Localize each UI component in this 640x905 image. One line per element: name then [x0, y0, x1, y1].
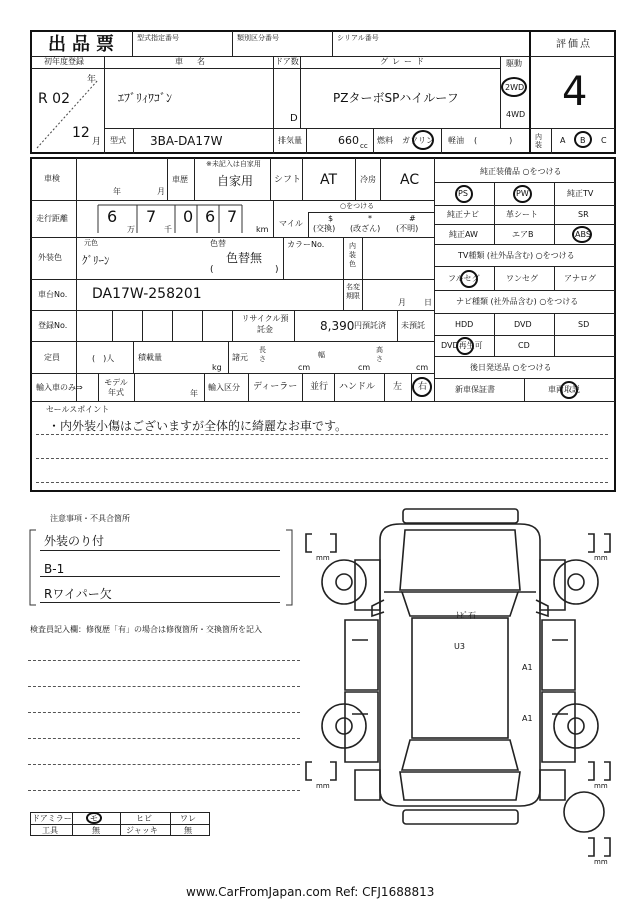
model-label: 型式	[110, 136, 126, 145]
repaint-label: 色替	[210, 239, 226, 248]
width-label: 幅	[318, 351, 325, 359]
length-unit: cm	[298, 363, 311, 372]
recycle-unpaid: 未預託	[401, 321, 425, 330]
tv-title: TV種類 (社外品含む) ○をつける	[458, 251, 575, 260]
mirror-value: モ	[90, 814, 98, 823]
repaint-paren-open: (	[210, 265, 214, 275]
navi-sd: SD	[578, 320, 590, 329]
handle-right: 右	[418, 382, 428, 392]
mm-fl: mm	[316, 554, 330, 562]
navi-hdd: HDD	[455, 320, 474, 329]
mm-rl: mm	[316, 782, 330, 790]
era-unit: 年	[87, 75, 97, 85]
tv-analog: アナログ	[564, 274, 596, 283]
media-cd: CD	[518, 341, 530, 350]
ac-value: AC	[400, 172, 420, 188]
grade-label: グレード	[380, 57, 428, 66]
mileage-digit-4: 6	[205, 207, 216, 226]
reg-month: 12	[72, 125, 90, 141]
handle-label: ハンドル	[339, 382, 376, 392]
mileage-digit-2: 7	[146, 207, 157, 226]
mark-kaizan: (改ざん)	[350, 224, 381, 233]
mark-aster: *	[368, 214, 372, 223]
recycle-value: 8,390	[320, 319, 355, 333]
equip-abs: ABS	[575, 230, 591, 239]
sen-unit: 千	[164, 225, 172, 234]
displacement-value: 660	[338, 134, 359, 147]
interior-c: C	[601, 136, 607, 145]
history-note: ※未記入は自家用	[206, 160, 261, 168]
score-value: 4	[562, 69, 588, 115]
shift-label: シフト	[274, 175, 302, 185]
height-label: 高さ	[376, 346, 383, 363]
mark-fumei: (不明)	[396, 224, 419, 233]
color-no-label: カラーNo.	[287, 240, 325, 249]
doc-title: 出品票	[48, 34, 120, 55]
kg-unit: kg	[212, 363, 222, 372]
mm-rr: mm	[594, 782, 608, 790]
drive-2wd: 2WD	[505, 83, 525, 92]
month-unit: 月	[92, 137, 102, 147]
man-unit: 万	[127, 225, 135, 234]
history-value: 自家用	[217, 174, 254, 188]
note-line-2: B-1	[44, 562, 65, 576]
nc-day-unit: 日	[424, 298, 432, 307]
post-manual: 車両取説	[548, 385, 580, 394]
orig-color-label: 元色	[84, 239, 98, 247]
handle-left: 左	[393, 382, 403, 392]
color-value: ｸﾞﾘｰﾝ	[82, 254, 110, 267]
diag-u3: U3	[454, 642, 465, 651]
mile-label: マイル	[279, 219, 303, 228]
interior-b: B	[580, 136, 586, 145]
length-label: 長さ	[259, 346, 266, 363]
dims-label: 諸元	[232, 353, 248, 362]
equip-ps: PS	[458, 189, 468, 198]
diag-roof-mark: ﾄﾋﾞ石	[456, 611, 476, 620]
circle-note: ○をつける	[340, 202, 375, 210]
grade-value: PZターボSPハイルーフ	[333, 91, 459, 105]
model-year-label: モデル年式	[104, 378, 128, 397]
import-type-label: 輸入区分	[208, 383, 240, 392]
width-unit: cm	[358, 363, 371, 372]
drive-4wd: 4WD	[506, 110, 526, 119]
equip-tv: 純正TV	[567, 189, 594, 198]
mm-spare: mm	[594, 858, 608, 866]
note-line-1: 外装のり付	[44, 534, 105, 548]
recycle-unit: 円預託済	[354, 321, 386, 330]
fuel-gas: ガソリン	[402, 136, 434, 145]
mileage-label: 走行距離	[36, 214, 68, 223]
import-parallel: 並行	[310, 382, 329, 392]
chassis-value: DA17W-258201	[92, 286, 202, 302]
katashiki-label: 型式指定番号	[137, 34, 179, 42]
ac-label: 冷房	[360, 175, 376, 184]
notes-label: 注意事項・不具合箇所	[50, 514, 130, 523]
equip-airbag: エアB	[512, 230, 534, 239]
tool-label: 工具	[42, 826, 58, 835]
media-dvd: DVD再生可	[441, 341, 483, 350]
navi-dvd: DVD	[514, 320, 532, 329]
history-label: 車歴	[172, 175, 188, 184]
model-year-unit: 年	[190, 389, 198, 398]
sales-text: ・内外装小傷はございますが全体的に綺麗なお車です。	[48, 419, 348, 433]
equip-sr: SR	[578, 210, 589, 219]
model-value: 3BA-DA17W	[150, 134, 223, 148]
height-unit: cm	[416, 363, 429, 372]
name-change-label: 名変期限	[346, 283, 360, 300]
score-label: 評価点	[556, 39, 592, 50]
load-label: 積載量	[138, 353, 162, 362]
repaint-value: 色替無	[226, 251, 263, 265]
ruibetsu-label: 類別区分番号	[237, 34, 279, 42]
shaken-label: 車検	[44, 174, 60, 183]
post-title: 後日発送品 ○をつける	[470, 363, 552, 372]
mark-sharp: #	[409, 214, 416, 223]
km-unit: km	[256, 225, 269, 234]
shaken-month-unit: 月	[157, 187, 165, 196]
inspector-label: 検査員記入欄：修復歴「有」の場合は修復箇所・交換箇所を記入	[30, 625, 262, 634]
post-warranty: 新車保証書	[455, 385, 495, 394]
equip-aw: 純正AW	[449, 230, 478, 239]
persons: ( )人	[92, 354, 115, 363]
fuel-other: ( )	[474, 136, 513, 145]
fuel-diesel: 軽油	[448, 136, 464, 145]
color-label: 外装色	[38, 253, 62, 262]
interior-label: 内装	[535, 133, 542, 149]
equip-navi: 純正ナビ	[447, 210, 479, 219]
mileage-digit-5: 7	[227, 207, 238, 226]
diag-a1-front: A1	[522, 663, 533, 672]
equip-title: 純正装備品 ○をつける	[480, 167, 562, 176]
car-name-label: 車 名	[175, 57, 208, 66]
tv-oneseg: ワンセグ	[506, 274, 538, 283]
navi-title: ナビ種類 (社外品含む) ○をつける	[456, 297, 579, 306]
break-label: ワレ	[180, 814, 196, 823]
car-name: ｴﾌﾞﾘｨﾜｺﾞﾝ	[118, 91, 173, 105]
note-line-3: Rワイパー欠	[44, 587, 112, 601]
sales-label: セールスポイント	[46, 405, 110, 414]
mileage-digit-1: 6	[107, 207, 118, 226]
recycle-label: リサイクル預託金	[241, 314, 289, 334]
import-dealer: ディーラー	[253, 382, 298, 392]
equip-leather: 革シート	[506, 210, 538, 219]
displacement-label: 排気量	[278, 136, 302, 145]
jack-label: ジャッキ	[126, 826, 158, 835]
crack-label: ヒビ	[136, 814, 152, 823]
capacity-label: 定員	[44, 353, 60, 362]
mm-fr: mm	[594, 554, 608, 562]
mark-dollar: $	[328, 214, 334, 223]
equip-pw: PW	[516, 189, 529, 198]
cc-unit: cc	[360, 142, 368, 150]
chassis-label: 車台No.	[38, 290, 68, 299]
footer-text: www.CarFromJapan.com Ref: CFJ1688813	[186, 885, 435, 899]
mirror-label: ドアミラー	[32, 814, 72, 823]
nc-month-unit: 月	[398, 298, 406, 307]
tv-fullseg: フルセグ	[448, 274, 480, 283]
doors-value: D	[290, 113, 298, 124]
first-reg-label: 初年度登録	[44, 57, 84, 66]
reg-year: R 02	[38, 91, 70, 107]
interior-color-label: 内装色	[349, 242, 356, 268]
mark-koukan: (交換)	[313, 224, 336, 233]
shift-value: AT	[320, 172, 338, 188]
shaken-year-unit: 年	[113, 187, 121, 196]
import-label: 輸入車のみ⇒	[36, 383, 83, 392]
diag-a1-rear: A1	[522, 714, 533, 723]
doors-label: ドア数	[275, 57, 299, 66]
regno-label: 登録No.	[38, 321, 68, 330]
serial-label: シリアル番号	[337, 34, 379, 42]
mileage-digit-3: 0	[183, 207, 194, 226]
fuel-label: 燃料	[377, 136, 393, 145]
repaint-paren-close: )	[275, 265, 279, 275]
tool-value: 無	[92, 826, 100, 835]
interior-a: A	[560, 136, 566, 145]
drive-label: 駆動	[506, 59, 522, 68]
jack-value: 無	[184, 826, 192, 835]
